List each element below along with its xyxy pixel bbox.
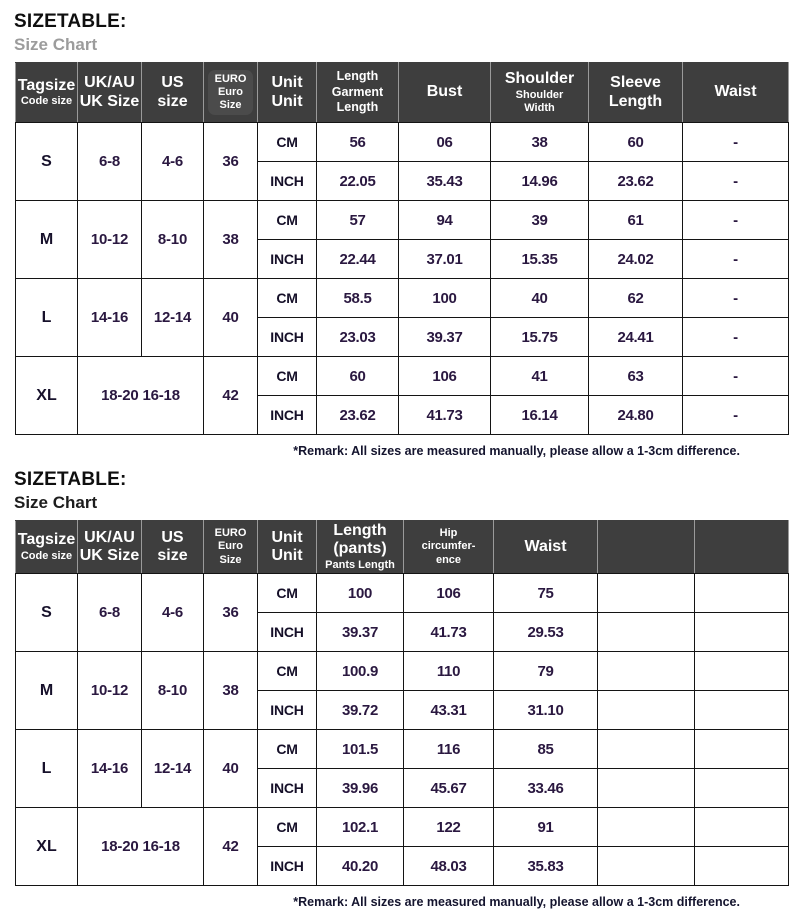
size-chart-subtitle: Size Chart [14,493,98,512]
measurement-cell: 23.62 [589,162,683,201]
column-header-sleeve [589,63,683,123]
measurement-cell: 48.03 [404,847,494,886]
size-row-xl-cm [16,808,789,847]
tagsize-cell: L [16,279,78,357]
column-header-tagsize [16,63,78,123]
size-row-s-cm [16,123,789,162]
size-chart-subtitle: Size Chart [14,35,98,54]
size-row-m-cm [16,652,789,691]
unit-label-cell: INCH [258,240,317,279]
column-header-empty-1 [598,521,695,574]
size-chart-page [0,11,790,910]
euro-size-cell: 42 [204,808,258,886]
measurement-cell: 101.5 [317,730,404,769]
measurement-cell: 91 [494,808,598,847]
tagsize-cell: M [16,201,78,279]
column-header-waist [683,63,789,123]
measurement-cell: 22.44 [317,240,399,279]
measurement-cell: 14.96 [491,162,589,201]
euro-size-cell: 36 [204,574,258,652]
pants-size-table [15,520,789,886]
header-line: Unit [271,528,303,546]
measurement-cell: 22.05 [317,162,399,201]
us-size-cell: 4-6 [142,123,204,201]
measurement-cell [598,574,695,613]
measurement-cell: 15.75 [491,318,589,357]
measurement-cell: 15.35 [491,240,589,279]
measurement-cell: 24.41 [589,318,683,357]
measurement-cell: 60 [317,357,399,396]
tagsize-cell: M [16,652,78,730]
size-row-l-cm [16,730,789,769]
measurement-cell: 39 [491,201,589,240]
size-row-m-cm [16,201,789,240]
column-header-empty-2 [695,521,789,574]
table-body [16,574,789,886]
unit-label-cell: CM [258,652,317,691]
header-line: Shoulder [504,70,575,88]
garment-size-chart-section [0,11,790,458]
unit-label-cell: INCH [258,396,317,435]
measurement-cell: 45.67 [404,769,494,808]
unit-label-cell: INCH [258,691,317,730]
unit-label-cell: CM [258,123,317,162]
column-header-us [142,63,204,123]
measurement-cell [695,652,789,691]
measurement-cell: 61 [589,201,683,240]
measurement-cell: 06 [399,123,491,162]
measurement-cell: 16.14 [491,396,589,435]
measurement-cell: 41 [491,357,589,396]
measurement-cell: - [683,357,789,396]
header-row [16,63,789,123]
header-line: US [161,528,184,546]
measurement-cell: 75 [494,574,598,613]
measurement-cell: 39.96 [317,769,404,808]
uk-size-cell: 14-16 [78,730,142,808]
uk-size-cell: 14-16 [78,279,142,357]
header-line: Length [333,522,387,540]
measurement-cell: 40 [491,279,589,318]
size-row-l-cm [16,279,789,318]
tagsize-cell: XL [16,808,78,886]
unit-label-cell: CM [258,357,317,396]
tagsize-cell: S [16,123,78,201]
size-row-s-cm [16,574,789,613]
measurement-cell: 39.37 [399,318,491,357]
header-line: size [157,547,188,564]
measurement-remark: *Remark: All sizes are measured manually, please allow a 1-3cm difference. [293,895,740,909]
measurement-cell: 23.03 [317,318,399,357]
measurement-cell: 106 [399,357,491,396]
column-header-shoulder [491,63,589,123]
header-line: Length [608,92,663,110]
measurement-cell: 116 [404,730,494,769]
measurement-cell: 100 [399,279,491,318]
header-line: EURO [214,527,247,540]
us-size-cell: 8-10 [142,652,204,730]
unit-label-cell: INCH [258,162,317,201]
header-line: Length [336,69,379,84]
uk-size-cell: 10-12 [78,201,142,279]
measurement-remark: *Remark: All sizes are measured manually, please allow a 1-3cm difference. [293,444,740,458]
header-line: ence [435,553,462,566]
measurement-cell: 57 [317,201,399,240]
column-header-euro [204,521,258,574]
header-line: UK/AU [84,74,135,92]
header-line: Unit [271,74,303,92]
header-line: Waist [714,83,757,101]
measurement-cell: 23.62 [317,396,399,435]
measurement-cell: 110 [404,652,494,691]
unit-label-cell: CM [258,808,317,847]
measurement-cell: - [683,162,789,201]
euro-size-cell: 38 [204,652,258,730]
tagsize-cell: L [16,730,78,808]
measurement-cell: 38 [491,123,589,162]
measurement-cell: 33.46 [494,769,598,808]
measurement-cell [598,652,695,691]
euro-size-cell: 40 [204,279,258,357]
measurement-cell: 40.20 [317,847,404,886]
us-size-cell: 8-10 [142,201,204,279]
measurement-cell: 41.73 [399,396,491,435]
header-line: Tagsize [17,76,76,94]
euro-size-chip [208,70,254,116]
uk-us-size-cell: 18-20 16-18 [78,357,204,435]
measurement-cell: 122 [404,808,494,847]
header-line: Code size [20,95,73,108]
unit-label-cell: CM [258,574,317,613]
measurement-cell: 37.01 [399,240,491,279]
measurement-cell: 62 [589,279,683,318]
uk-us-size-cell: 18-20 16-18 [78,808,204,886]
unit-label-cell: CM [258,201,317,240]
us-size-cell: 12-14 [142,279,204,357]
header-line: size [157,92,188,110]
header-line: (pants) [333,540,387,558]
unit-label-cell: INCH [258,847,317,886]
column-header-uk-au [78,521,142,574]
header-line: Tagsize [17,531,76,549]
measurement-cell: 24.02 [589,240,683,279]
measurement-cell: - [683,240,789,279]
measurement-cell: 63 [589,357,683,396]
uk-size-cell: 10-12 [78,652,142,730]
unit-label-cell: INCH [258,613,317,652]
us-size-cell: 12-14 [142,730,204,808]
measurement-cell: 58.5 [317,279,399,318]
measurement-cell [695,769,789,808]
header-line: Size [219,99,242,112]
measurement-cell: 106 [404,574,494,613]
measurement-cell: 24.80 [589,396,683,435]
column-header-tagsize [16,521,78,574]
header-line: Length [336,100,379,115]
header-line: circumfer- [421,540,476,553]
measurement-cell [598,808,695,847]
header-line: Size [219,553,242,566]
measurement-cell: 85 [494,730,598,769]
header-line: UK Size [79,547,140,564]
measurement-cell [598,769,695,808]
column-header-length [317,63,399,123]
header-line: Garment [331,84,384,99]
measurement-cell: 39.37 [317,613,404,652]
measurement-cell [695,691,789,730]
euro-size-cell: 42 [204,357,258,435]
measurement-cell [598,730,695,769]
measurement-cell: 29.53 [494,613,598,652]
measurement-cell: 94 [399,201,491,240]
header-line: Unit [271,92,303,110]
measurement-cell: 35.43 [399,162,491,201]
euro-size-cell: 40 [204,730,258,808]
sizetable-title: SIZETABLE: [14,469,127,490]
measurement-cell: 56 [317,123,399,162]
measurement-cell: 31.10 [494,691,598,730]
measurement-cell: 60 [589,123,683,162]
us-size-cell: 4-6 [142,574,204,652]
header-line: Sleeve [610,74,661,92]
header-row [16,521,789,574]
measurement-cell: - [683,201,789,240]
header-line: Bust [426,83,463,101]
tagsize-cell: S [16,574,78,652]
sizetable-title: SIZETABLE: [14,11,127,32]
header-line: Euro [217,540,244,553]
column-header-unit [258,63,317,123]
column-header-uk-au [78,63,142,123]
unit-label-cell: CM [258,730,317,769]
column-header-length-pants [317,521,404,574]
euro-size-cell: 36 [204,123,258,201]
measurement-cell [598,847,695,886]
header-line: Pants Length [325,558,395,571]
column-header-us [142,521,204,574]
measurement-cell: - [683,279,789,318]
header-line: Width [524,101,555,114]
measurement-cell: - [683,396,789,435]
garment-size-table [15,62,789,435]
header-line: US [161,74,184,92]
header-line: UK Size [79,92,140,110]
header-line: Euro [217,85,244,98]
measurement-cell: - [683,123,789,162]
column-header-hip [404,521,494,574]
table-head [16,521,789,574]
measurement-cell: 100.9 [317,652,404,691]
measurement-cell [695,808,789,847]
measurement-cell: 102.1 [317,808,404,847]
column-header-bust [399,63,491,123]
measurement-cell: 100 [317,574,404,613]
measurement-cell [695,847,789,886]
tagsize-cell: XL [16,357,78,435]
header-line: Waist [524,537,567,555]
header-line: UK/AU [84,528,135,546]
measurement-cell [598,691,695,730]
measurement-cell: 35.83 [494,847,598,886]
header-line: Unit [271,547,303,564]
uk-size-cell: 6-8 [78,574,142,652]
measurement-cell: - [683,318,789,357]
unit-label-cell: CM [258,279,317,318]
measurement-cell [695,730,789,769]
uk-size-cell: 6-8 [78,123,142,201]
measurement-cell [598,613,695,652]
euro-size-cell: 38 [204,201,258,279]
table-body [16,123,789,435]
pants-size-chart-section [0,469,790,909]
header-line: Shoulder [515,88,564,101]
column-header-unit [258,521,317,574]
column-header-waist [494,521,598,574]
measurement-cell [695,613,789,652]
measurement-cell: 43.31 [404,691,494,730]
measurement-cell [695,574,789,613]
header-line: Hip [439,527,458,540]
unit-label-cell: INCH [258,769,317,808]
header-line: EURO [214,72,247,85]
column-header-euro [204,63,258,123]
unit-label-cell: INCH [258,318,317,357]
measurement-cell: 41.73 [404,613,494,652]
header-line: Code size [20,549,73,562]
measurement-cell: 79 [494,652,598,691]
table-head [16,63,789,123]
size-row-xl-cm [16,357,789,396]
measurement-cell: 39.72 [317,691,404,730]
